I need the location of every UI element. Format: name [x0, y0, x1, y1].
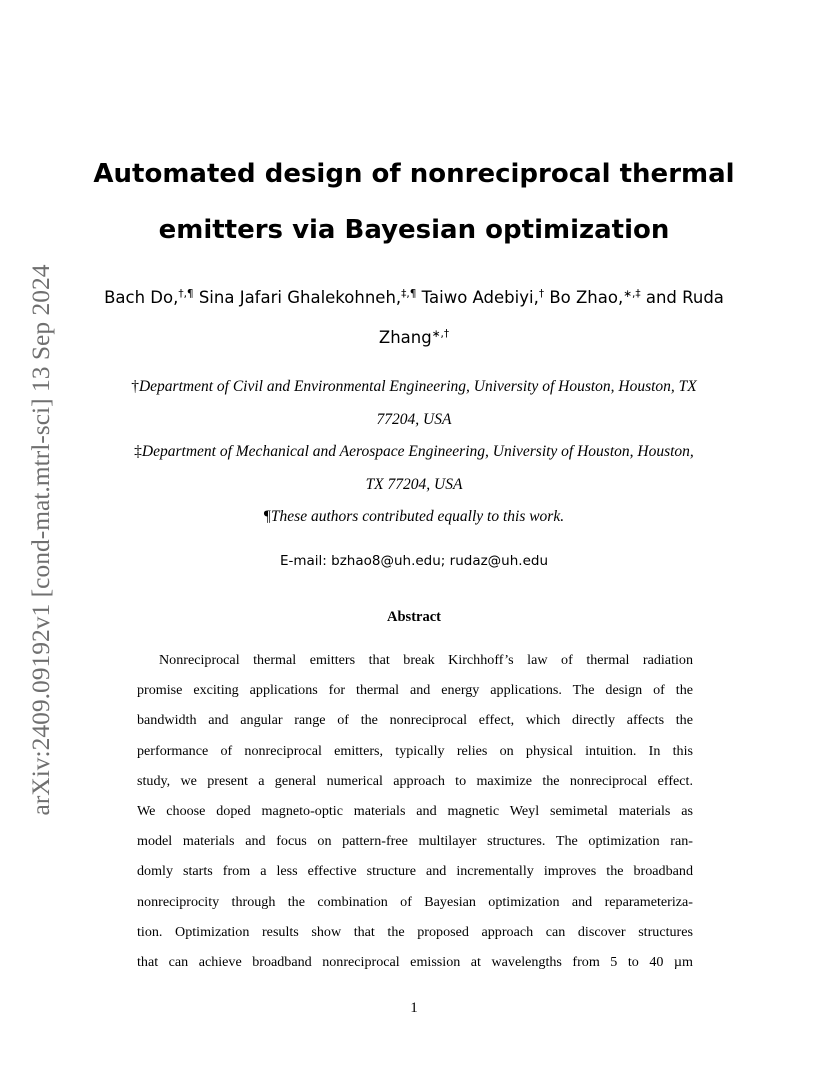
author-name: Zhang	[378, 328, 432, 347]
abstract-line: nonreciprocity through the combination of Bayesian optimization and reparameteriza-	[137, 893, 693, 910]
affiliation-mark: ∗,‡	[623, 288, 641, 300]
affiliation-mark: †,¶	[178, 288, 194, 300]
page-number: 1	[410, 1000, 418, 1016]
double-dagger-mark: ‡	[134, 443, 142, 460]
author-line-2	[60, 318, 768, 358]
abstract-line: Nonreciprocal thermal emitters that break Kirchhoff’s law of thermal radiation	[159, 652, 693, 668]
paper-title	[0, 146, 828, 258]
author-name: Bach Do,	[104, 288, 179, 307]
contact-email: E-mail: bzhao8@uh.edu; rudaz@uh.edu	[279, 553, 549, 569]
author-name: and Ruda	[640, 288, 724, 307]
author-line-1	[60, 278, 768, 318]
dagger-mark: †	[131, 378, 139, 395]
affiliation-mark: †	[538, 288, 545, 300]
abstract-line: promise exciting applications for thermal and energy applications. The design of the	[137, 682, 693, 699]
equal-contribution-text: These authors contributed equally to this work.	[270, 508, 565, 525]
affiliation-text: TX 77204, USA	[365, 475, 463, 493]
abstract-line: study, we present a general numerical approach to maximize the nonreciprocal effect.	[137, 772, 693, 789]
abstract-heading: Abstract	[387, 609, 441, 625]
author-list	[60, 278, 768, 358]
author-name: Taiwo Adebiyi,	[416, 288, 539, 307]
affiliation-text: 77204, USA	[376, 410, 452, 428]
paper-title-line-1: Automated design of nonreciprocal thermal	[93, 159, 735, 189]
abstract-line: We choose doped magneto-optic materials and magnetic Weyl semimetal materials as	[137, 802, 693, 819]
abstract-line: model materials and focus on pattern-free multilayer structures. The optimization ran-	[137, 833, 693, 850]
paper-title-line-2: emitters via Bayesian optimization	[158, 215, 670, 245]
affiliation-mechanical-engineering	[90, 436, 738, 501]
affiliation-civil-engineering	[90, 371, 738, 436]
affiliation-mark: ‡,¶	[401, 288, 417, 300]
abstract-line: performance of nonreciprocal emitters, typically relies on physical intuition. In this	[137, 742, 693, 759]
author-name: Bo Zhao,	[544, 288, 624, 307]
affiliation-text: Department of Mechanical and Aerospace Engineering, University of Houston, Houston,	[141, 443, 694, 460]
affiliation-mark: ∗,†	[431, 328, 450, 340]
abstract-line: that can achieve broadband nonreciprocal emission at wavelengths from 5 to 40 µm	[137, 953, 693, 970]
equal-contribution-note	[90, 501, 738, 534]
abstract-line: bandwidth and angular range of the nonreciprocal effect, which directly affects the	[137, 712, 693, 729]
author-name: Sina Jafari Ghalekohneh,	[193, 288, 402, 307]
affiliation-text: Department of Civil and Environmental Engineering, University of Houston, Houston, TX	[138, 378, 697, 395]
arxiv-identifier-stamp: arXiv:2409.09192v1 [cond-mat.mtrl-sci] 13 Sep 2024	[26, 264, 55, 816]
abstract-line: tion. Optimization results show that the proposed approach can discover structures	[137, 923, 693, 940]
abstract-line: domly starts from a less effective structure and incrementally improves the broadband	[137, 863, 693, 880]
pilcrow-mark: ¶	[263, 508, 271, 525]
abstract-body	[137, 645, 693, 977]
